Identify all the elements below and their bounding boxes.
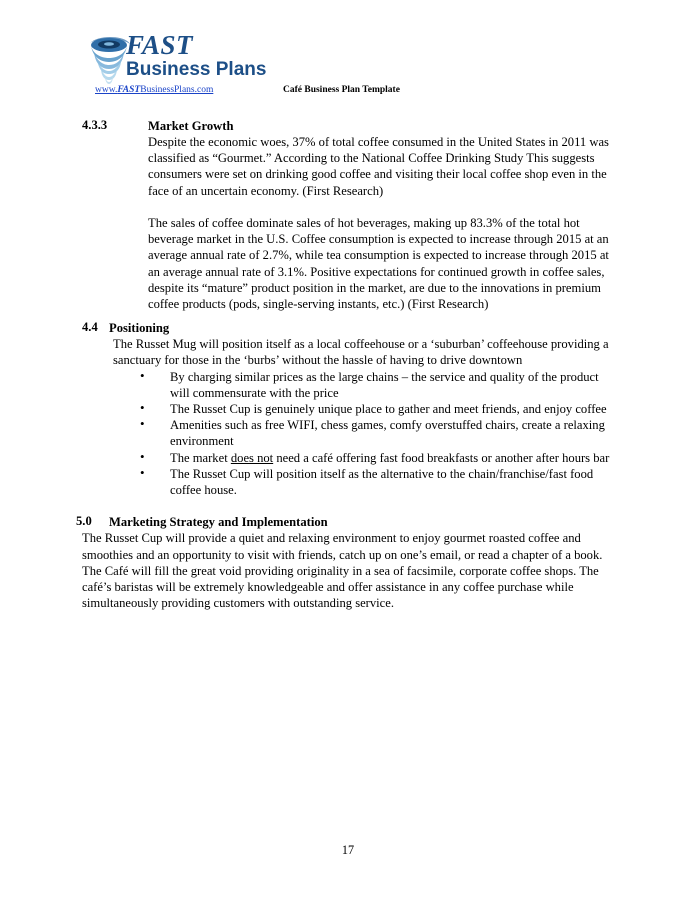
- section-4-4: [0, 320, 696, 336]
- list-item: [136, 401, 620, 417]
- list-item-text-cont: need a café offering fast food breakfasts or another after hours bar: [273, 450, 610, 465]
- list-item: [136, 369, 620, 401]
- section-heading: Marketing Strategy and Implementation: [109, 515, 328, 530]
- header-meta-row: [0, 85, 696, 100]
- section-spacer: [0, 312, 696, 320]
- section-4-3-3: [0, 118, 696, 134]
- section-number: 4.4: [82, 320, 98, 335]
- paragraph-market-growth-1: Despite the economic woes, 37% of total coffee consumed in the United States in 2011 was classified as “Gourmet.” According to the National Coffee Drinking Study This suggests consumers were set on drinking good coffee and visiting their local coffee shop even in the face of an uncertain economy. (First Research): [148, 135, 609, 198]
- bullet-icon: •: [140, 416, 145, 432]
- positioning-bullet-list: [136, 369, 620, 499]
- bullet-icon: •: [140, 464, 145, 480]
- list-item: [136, 466, 620, 498]
- url-fast: FAST: [117, 85, 141, 95]
- bullet-icon: •: [140, 367, 145, 383]
- section-5-0: [0, 514, 696, 530]
- brand-plans-text: Business Plans: [126, 59, 267, 80]
- paragraph-market-growth-2: The sales of coffee dominate sales of hot beverages, making up 83.3% of the total hot beverage market in the U.S. Coffee consumption is expected to increase through 2015 at an average annual rate of 2.7%, while tea consumption is expected to increase through 2015 at an average annual rate of 3.1%. Positive expectations for continued growth in coffee sales, despite its “mature” product position in the market, are due to the innovations in premium coffee products (pods, single-serving instants, etc.) (First Research): [148, 216, 609, 312]
- paragraph-positioning-intro: The Russet Mug will position itself as a local coffeehouse or a ‘suburban’ coffeehouse providing a sanctuary for those in the ‘burbs’ without the hassle of having to drive downtown: [113, 337, 609, 368]
- list-item-text: The Russet Cup will position itself as the alternative to the chain/franchise/fast food coffee house.: [170, 466, 594, 498]
- section-number: 5.0: [76, 514, 92, 529]
- section-spacer: [0, 498, 696, 514]
- section-heading: Market Growth: [148, 119, 234, 133]
- list-item-text: Amenities such as free WIFI, chess games, comfy overstuffed chairs, create a relaxing environment: [170, 418, 605, 449]
- list-item: [136, 417, 620, 449]
- bullet-icon: •: [140, 448, 145, 464]
- list-item-text: The Russet Cup is genuinely unique place to gather and meet friends, and enjoy coffee: [170, 402, 607, 417]
- url-prefix: www.: [95, 85, 118, 95]
- list-item-text: By charging similar prices as the large chains – the service and quality of the product will commensurate with the price: [170, 369, 599, 400]
- list-item: [136, 450, 620, 466]
- list-item-text: The market: [170, 450, 231, 465]
- section-number: 4.3.3: [82, 118, 108, 132]
- paragraph-spacer: [0, 199, 696, 215]
- document-body: [0, 118, 696, 611]
- url-suffix: BusinessPlans.com: [140, 85, 214, 95]
- brand-logo: [88, 30, 388, 86]
- site-url-link[interactable]: [95, 85, 213, 95]
- list-item-emphasis: does not: [230, 450, 274, 465]
- section-heading: Positioning: [109, 321, 170, 336]
- document-title: Café Business Plan Template: [283, 85, 400, 95]
- bullet-icon: •: [140, 400, 145, 416]
- paragraph-marketing-strategy: The Russet Cup will provide a quiet and relaxing environment to enjoy gourmet roasted coffee and smoothies and an opportunity to visit with friends, catch up on one’s email, or read a chapter of a book. The Café will fill the great void providing originality in a sea of facsimile, corporate coffee shops. The café’s baristas will be extremely knowledgeable and offer assistance in any coffee purchase while simultaneously providing customers with outstanding service.: [82, 531, 603, 611]
- brand-wordmark: [126, 32, 266, 81]
- brand-fast-text: FAST: [126, 30, 194, 60]
- page-number: 17: [341, 843, 355, 857]
